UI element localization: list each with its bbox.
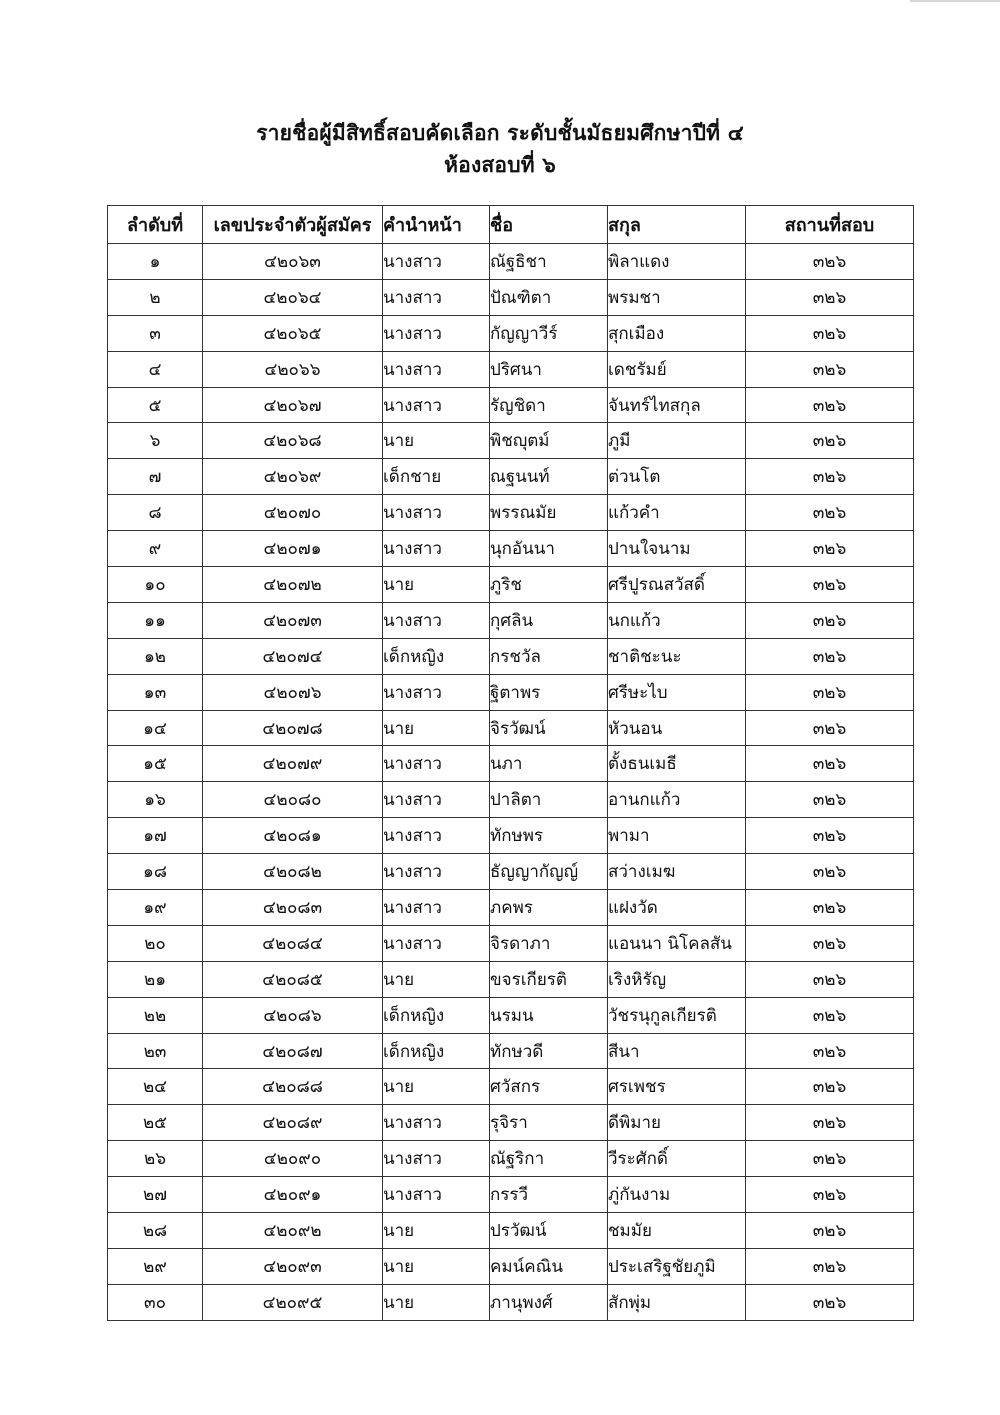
applicant-id-cell: ๔๒๐๘๐ [203,782,383,818]
exam-location-cell: ๓๒๖ [746,674,914,710]
prefix-cell: นาย [383,1284,490,1320]
applicant-id-cell: ๔๒๐๙๑ [203,1177,383,1213]
table-row [108,531,914,567]
exam-location-cell: ๓๒๖ [746,1177,914,1213]
prefix-cell: นางสาว [383,244,490,280]
table-row [108,1033,914,1069]
table-row [108,818,914,854]
applicant-id-cell: ๔๒๐๘๘ [203,1069,383,1105]
prefix-cell: นางสาว [383,854,490,890]
order-number-cell: ๑๐ [108,567,203,603]
table-row [108,710,914,746]
table-row [108,1213,914,1249]
prefix-cell: นางสาว [383,351,490,387]
exam-location-cell: ๓๒๖ [746,925,914,961]
first-name-cell: ภคพร [490,890,608,926]
order-number-cell: ๑๘ [108,854,203,890]
applicant-id-cell: ๔๒๐๗๒ [203,567,383,603]
first-name-cell: กรชวัล [490,638,608,674]
first-name-cell: รัญชิดา [490,387,608,423]
first-name-cell: ภูริช [490,567,608,603]
surname-cell: สักพุ่ม [608,1284,746,1320]
order-number-cell: ๒๔ [108,1069,203,1105]
exam-location-cell: ๓๒๖ [746,279,914,315]
prefix-cell: นางสาว [383,925,490,961]
table-row [108,387,914,423]
exam-location-cell: ๓๒๖ [746,997,914,1033]
order-number-cell: ๘ [108,495,203,531]
surname-cell: นกแก้ว [608,602,746,638]
order-number-cell: ๙ [108,531,203,567]
prefix-cell: นาย [383,423,490,459]
surname-cell: พามา [608,818,746,854]
surname-cell: ชมมัย [608,1213,746,1249]
surname-cell: จันทร์ไทสกุล [608,387,746,423]
table-row [108,244,914,280]
order-number-cell: ๒๑ [108,961,203,997]
applicant-id-cell: ๔๒๐๖๙ [203,459,383,495]
table-row [108,746,914,782]
first-name-cell: ณฐนนท์ [490,459,608,495]
prefix-cell: นางสาว [383,387,490,423]
surname-cell: ภูมี [608,423,746,459]
prefix-cell: นางสาว [383,1141,490,1177]
first-name-cell: ทักษวดี [490,1033,608,1069]
prefix-cell: นางสาว [383,746,490,782]
order-number-cell: ๒๒ [108,997,203,1033]
first-name-cell: ปริศนา [490,351,608,387]
surname-cell: วัชรนุกูลเกียรติ [608,997,746,1033]
exam-location-cell: ๓๒๖ [746,387,914,423]
table-row [108,997,914,1033]
first-name-cell: ฐิตาพร [490,674,608,710]
surname-cell: พรมชา [608,279,746,315]
applicant-id-cell: ๔๒๐๗๑ [203,531,383,567]
table-row [108,638,914,674]
table-row [108,495,914,531]
table-row [108,1069,914,1105]
prefix-cell: เด็กหญิง [383,997,490,1033]
surname-cell: ปานใจนาม [608,531,746,567]
table-row [108,782,914,818]
prefix-cell: นางสาว [383,782,490,818]
prefix-cell: นาย [383,961,490,997]
exam-location-cell: ๓๒๖ [746,567,914,603]
exam-location-cell: ๓๒๖ [746,459,914,495]
applicant-id-cell: ๔๒๐๗๖ [203,674,383,710]
prefix-cell: นางสาว [383,674,490,710]
applicant-id-cell: ๔๒๐๖๕ [203,315,383,351]
prefix-cell: นางสาว [383,1105,490,1141]
exam-location-cell: ๓๒๖ [746,531,914,567]
applicant-id-cell: ๔๒๐๘๑ [203,818,383,854]
surname-cell: ต่วนโต [608,459,746,495]
header-exam-location: สถานที่สอบ [746,206,914,244]
exam-location-cell: ๓๒๖ [746,710,914,746]
scan-edge-mark [910,0,1000,2]
surname-cell: อานกแก้ว [608,782,746,818]
exam-location-cell: ๓๒๖ [746,1105,914,1141]
first-name-cell: ปรวัฒน์ [490,1213,608,1249]
order-number-cell: ๑๒ [108,638,203,674]
surname-cell: เริงหิรัญ [608,961,746,997]
applicant-id-cell: ๔๒๐๗๓ [203,602,383,638]
table-row [108,674,914,710]
document-subtitle-room: ห้องสอบที่ ๖ [444,153,556,177]
applicant-id-cell: ๔๒๐๖๖ [203,351,383,387]
applicant-id-cell: ๔๒๐๗๙ [203,746,383,782]
exam-location-cell: ๓๒๖ [746,244,914,280]
order-number-cell: ๔ [108,351,203,387]
order-number-cell: ๒๓ [108,1033,203,1069]
surname-cell: ประเสริฐชัยภูมิ [608,1248,746,1284]
applicant-id-cell: ๔๒๐๖๓ [203,244,383,280]
exam-location-cell: ๓๒๖ [746,495,914,531]
prefix-cell: นาย [383,567,490,603]
surname-cell: แอนนา นิโคลสัน [608,925,746,961]
surname-cell: แฝงวัด [608,890,746,926]
table-row [108,279,914,315]
applicant-id-cell: ๔๒๐๗๐ [203,495,383,531]
exam-location-cell: ๓๒๖ [746,351,914,387]
exam-location-cell: ๓๒๖ [746,1141,914,1177]
first-name-cell: ขจรเกียรติ [490,961,608,997]
first-name-cell: ทักษพร [490,818,608,854]
applicant-id-cell: ๔๒๐๖๘ [203,423,383,459]
surname-cell: สีนา [608,1033,746,1069]
exam-location-cell: ๓๒๖ [746,818,914,854]
applicant-id-cell: ๔๒๐๖๔ [203,279,383,315]
order-number-cell: ๕ [108,387,203,423]
first-name-cell: จิรวัฒน์ [490,710,608,746]
table-row [108,1105,914,1141]
applicant-id-cell: ๔๒๐๘๗ [203,1033,383,1069]
exam-location-cell: ๓๒๖ [746,1033,914,1069]
order-number-cell: ๓ [108,315,203,351]
table-row [108,459,914,495]
first-name-cell: ศวัสกร [490,1069,608,1105]
order-number-cell: ๑๓ [108,674,203,710]
table-row [108,423,914,459]
order-number-cell: ๗ [108,459,203,495]
surname-cell: แก้วคำ [608,495,746,531]
surname-cell: ศรเพชร [608,1069,746,1105]
table-row [108,961,914,997]
first-name-cell: ปาลิตา [490,782,608,818]
first-name-cell: พิชญุตม์ [490,423,608,459]
prefix-cell: นางสาว [383,1177,490,1213]
exam-location-cell: ๓๒๖ [746,1284,914,1320]
prefix-cell: นางสาว [383,602,490,638]
document-title: รายชื่อผู้มีสิทธิ์สอบคัดเลือก ระดับชั้นมัธยมศึกษาปีที่ ๔ [256,121,744,145]
surname-cell: ชาติชะนะ [608,638,746,674]
table-row [108,1141,914,1177]
applicant-id-cell: ๔๒๐๘๙ [203,1105,383,1141]
order-number-cell: ๒๙ [108,1248,203,1284]
exam-location-cell: ๓๒๖ [746,602,914,638]
order-number-cell: ๑๕ [108,746,203,782]
table-row [108,315,914,351]
header-applicant-id: เลขประจำตัวผู้สมัคร [203,206,383,244]
applicant-id-cell: ๔๒๐๙๒ [203,1213,383,1249]
header-first-name: ชื่อ [490,206,608,244]
order-number-cell: ๖ [108,423,203,459]
applicant-id-cell: ๔๒๐๘๖ [203,997,383,1033]
exam-location-cell: ๓๒๖ [746,961,914,997]
exam-location-cell: ๓๒๖ [746,1213,914,1249]
prefix-cell: นางสาว [383,818,490,854]
order-number-cell: ๑๗ [108,818,203,854]
prefix-cell: นางสาว [383,279,490,315]
first-name-cell: กัญญาวีร์ [490,315,608,351]
header-surname: สกุล [608,206,746,244]
table-row [108,854,914,890]
exam-location-cell: ๓๒๖ [746,315,914,351]
order-number-cell: ๒๐ [108,925,203,961]
surname-cell: ศรีษะไบ [608,674,746,710]
surname-cell: สว่างเมฆ [608,854,746,890]
applicant-id-cell: ๔๒๐๗๔ [203,638,383,674]
prefix-cell: นางสาว [383,531,490,567]
first-name-cell: คมน์คณิน [490,1248,608,1284]
prefix-cell: นางสาว [383,495,490,531]
first-name-cell: รุจิรา [490,1105,608,1141]
exam-location-cell: ๓๒๖ [746,1248,914,1284]
first-name-cell: พรรณมัย [490,495,608,531]
exam-location-cell: ๓๒๖ [746,746,914,782]
surname-cell: ตั้งธนเมธี [608,746,746,782]
first-name-cell: ปัณฑิตา [490,279,608,315]
table-row [108,890,914,926]
exam-location-cell: ๓๒๖ [746,782,914,818]
applicant-id-cell: ๔๒๐๗๘ [203,710,383,746]
first-name-cell: ธัญญากัญญ์ [490,854,608,890]
applicant-id-cell: ๔๒๐๘๒ [203,854,383,890]
applicant-id-cell: ๔๒๐๙๕ [203,1284,383,1320]
prefix-cell: เด็กชาย [383,459,490,495]
order-number-cell: ๑๔ [108,710,203,746]
table-row [108,602,914,638]
order-number-cell: ๑ [108,244,203,280]
exam-location-cell: ๓๒๖ [746,1069,914,1105]
exam-location-cell: ๓๒๖ [746,423,914,459]
table-header-row [108,206,914,244]
applicant-id-cell: ๔๒๐๘๕ [203,961,383,997]
exam-location-cell: ๓๒๖ [746,890,914,926]
applicant-id-cell: ๔๒๐๘๔ [203,925,383,961]
exam-location-cell: ๓๒๖ [746,638,914,674]
table-row [108,925,914,961]
first-name-cell: กรรวี [490,1177,608,1213]
surname-cell: สุกเมือง [608,315,746,351]
order-number-cell: ๒๖ [108,1141,203,1177]
prefix-cell: นาย [383,1213,490,1249]
order-number-cell: ๑๙ [108,890,203,926]
order-number-cell: ๒๕ [108,1105,203,1141]
first-name-cell: นภา [490,746,608,782]
header-prefix: คำนำหน้า [383,206,490,244]
first-name-cell: จิรดาภา [490,925,608,961]
applicant-id-cell: ๔๒๐๙๓ [203,1248,383,1284]
surname-cell: ศรีปูรณสวัสดิ์ [608,567,746,603]
surname-cell: หัวนอน [608,710,746,746]
prefix-cell: นางสาว [383,890,490,926]
order-number-cell: ๒๘ [108,1213,203,1249]
table-row [108,1248,914,1284]
candidate-table [107,205,914,1321]
first-name-cell: กุศลิน [490,602,608,638]
surname-cell: วีระศักดิ์ [608,1141,746,1177]
first-name-cell: ภานุพงศ์ [490,1284,608,1320]
prefix-cell: นาย [383,1069,490,1105]
surname-cell: เดชรัมย์ [608,351,746,387]
prefix-cell: นาย [383,710,490,746]
applicant-id-cell: ๔๒๐๖๗ [203,387,383,423]
order-number-cell: ๓๐ [108,1284,203,1320]
table-row [108,1177,914,1213]
header-order-number: ลำดับที่ [108,206,203,244]
applicant-id-cell: ๔๒๐๘๓ [203,890,383,926]
order-number-cell: ๑๖ [108,782,203,818]
table-row [108,1284,914,1320]
exam-location-cell: ๓๒๖ [746,854,914,890]
prefix-cell: เด็กหญิง [383,638,490,674]
surname-cell: ดีพิมาย [608,1105,746,1141]
order-number-cell: ๒๗ [108,1177,203,1213]
prefix-cell: นางสาว [383,315,490,351]
table-row [108,351,914,387]
surname-cell: ภู่กันงาม [608,1177,746,1213]
prefix-cell: นาย [383,1248,490,1284]
prefix-cell: เด็กหญิง [383,1033,490,1069]
first-name-cell: นรมน [490,997,608,1033]
table-row [108,567,914,603]
first-name-cell: ณัฐธิชา [490,244,608,280]
first-name-cell: นุกอันนา [490,531,608,567]
first-name-cell: ณัฐริกา [490,1141,608,1177]
applicant-id-cell: ๔๒๐๙๐ [203,1141,383,1177]
surname-cell: พิลาแดง [608,244,746,280]
table-body [108,244,914,1321]
order-number-cell: ๑๑ [108,602,203,638]
order-number-cell: ๒ [108,279,203,315]
